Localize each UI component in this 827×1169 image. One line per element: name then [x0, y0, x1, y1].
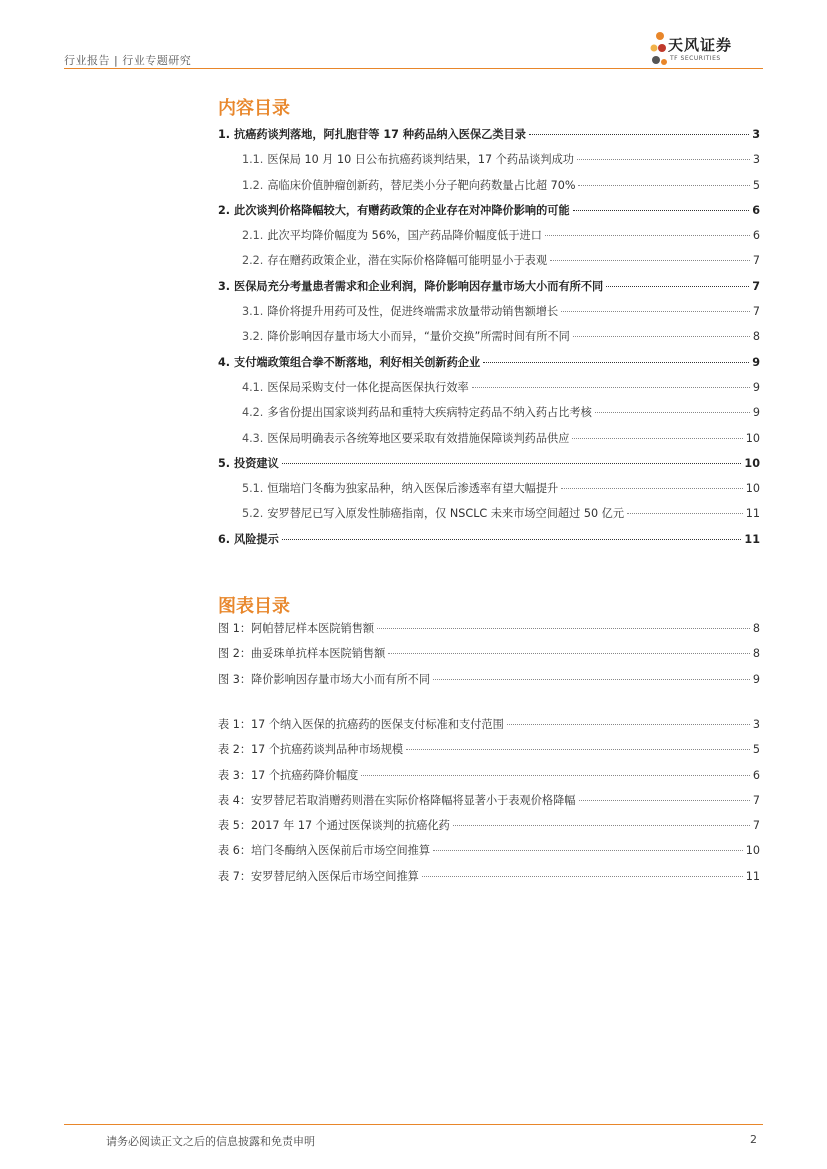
toc-entry-page: 3 [752, 153, 760, 167]
toc-entry-page: 10 [745, 431, 760, 445]
toc-entry-label: 图 1：阿帕替尼样本医院销售额 [218, 622, 375, 635]
toc-entry-number: 5.1. [242, 482, 264, 496]
toc-entry-page: 11 [745, 507, 760, 521]
toc-entry-label: 表 6：培门冬酶纳入医保前后市场空间推算 [218, 844, 431, 858]
dot-leader [573, 336, 750, 337]
dot-leader [388, 653, 750, 654]
toc-entry-label: 表 5：2017 年 17 个通过医保谈判的抗癌化药 [218, 819, 450, 833]
dot-leader [433, 679, 750, 680]
dot-leader [483, 362, 749, 363]
toc-entry-text [242, 252, 547, 268]
toc-entry-text [242, 480, 558, 496]
toc-entry-label: 抗癌药谈判落地，阿扎胞苷等 17 种药品纳入医保乙类目录 [234, 128, 526, 141]
toc-entry-number: 1.1. [242, 153, 264, 167]
toc-entry-text [218, 354, 480, 370]
toc-entry-number: 6. [218, 532, 231, 546]
toc-entry-text [242, 151, 574, 167]
toc-entry[interactable] [218, 716, 760, 741]
toc-entry-page: 6 [752, 229, 760, 243]
logo-name: 天风证券 [668, 36, 733, 54]
toc-entry-page: 8 [752, 330, 760, 344]
toc-entry-number: 4.3. [242, 431, 264, 445]
toc-entry[interactable] [218, 741, 760, 766]
toc-entry-text [242, 404, 592, 420]
toc-entry[interactable] [218, 404, 760, 429]
toc-entry-text [218, 278, 603, 294]
toc-entry[interactable] [218, 505, 760, 530]
footer-disclaimer: 请务必阅读正文之后的信息披露和免责申明 [106, 1135, 315, 1148]
toc-entry-page: 5 [752, 178, 760, 192]
toc-entry-text [242, 379, 469, 395]
toc-entry[interactable] [218, 227, 760, 252]
toc-entry-text [218, 645, 385, 661]
toc-entry[interactable] [218, 868, 760, 893]
page-number: 2 [750, 1133, 757, 1146]
toc-entry[interactable] [218, 202, 760, 227]
dot-leader [282, 463, 742, 464]
toc-entry-label: 图 2：曲妥珠单抗样本医院销售额 [218, 647, 386, 661]
toc-entry[interactable] [218, 671, 760, 696]
toc-entry-label: 此次谈判价格降幅较大，有赠药政策的企业存在对冲降价影响的可能 [234, 203, 570, 217]
toc-entry-label: 降价影响因存量市场大小而异，“量价交换”所需时间有所不同 [267, 330, 570, 344]
toc-entry[interactable] [218, 480, 760, 505]
dot-leader [577, 159, 750, 160]
toc-entry-text [218, 202, 570, 218]
dot-leader [433, 850, 743, 851]
toc-entry-label: 医保局 10 月 10 日公布抗癌药谈判结果，17 个药品谈判成功 [267, 153, 574, 167]
toc-entry[interactable] [218, 379, 760, 404]
toc-entry-page: 6 [752, 203, 760, 217]
dot-leader [579, 800, 750, 801]
toc-entry-page: 9 [752, 380, 760, 394]
toc-entry-label: 多省份提出国家谈判药品和重特大疾病特定药品不纳入药占比考核 [267, 406, 592, 420]
toc-entry-number: 5. [218, 456, 231, 470]
toc-entry[interactable] [218, 151, 760, 176]
toc-entry-page: 6 [752, 768, 760, 782]
dot-leader [406, 749, 750, 750]
toc-entry-page: 11 [745, 869, 760, 883]
toc-entry-label: 存在赠药政策企业，潜在实际价格降幅可能明显小于表观 [267, 254, 548, 268]
toc-entry-number: 4.1. [242, 380, 264, 394]
toc-entry-page: 10 [745, 844, 760, 858]
toc-entry-page: 7 [752, 819, 760, 833]
table-of-contents [218, 126, 760, 556]
dot-leader [550, 260, 750, 261]
toc-entry-number: 2. [218, 203, 231, 217]
toc-entry-label: 医保局采购支付一体化提高医保执行效率 [267, 380, 469, 394]
toc-entry-text [218, 671, 430, 687]
toc-entry-number: 3. [218, 279, 231, 293]
dot-leader [561, 488, 743, 489]
toc-entry-text [242, 177, 575, 193]
dot-leader [627, 513, 743, 514]
dot-leader [422, 876, 743, 877]
logo-dot [656, 32, 664, 40]
toc-entry[interactable] [218, 455, 760, 480]
toc-entry-page: 5 [752, 743, 760, 757]
toc-entry[interactable] [218, 792, 760, 817]
toc-entry-text [218, 531, 279, 547]
toc-entry-text [218, 767, 358, 783]
toc-entry-page: 10 [745, 482, 760, 496]
toc-entry-label: 图 3：降价影响因存量市场大小而有所不同 [218, 672, 431, 686]
toc-entry-label: 降价将提升用药可及性，促进终端需求放量带动销售额增长 [267, 305, 559, 319]
logo-dot [661, 59, 667, 65]
toc-entry-label: 表 2：17 个抗癌药谈判品种市场规模 [218, 743, 404, 757]
toc-entry-text [218, 620, 374, 636]
toc-entry-page: 9 [752, 355, 760, 369]
toc-entry[interactable] [218, 252, 760, 277]
toc-entry-text [218, 817, 450, 833]
footer-rule [64, 1124, 763, 1125]
toc-entry-label: 高临床价值肿瘤创新药，替尼类小分子靶向药数量占比超 70% [267, 178, 576, 192]
toc-entry[interactable] [218, 817, 760, 842]
list-of-tables [218, 716, 760, 893]
dot-leader [572, 438, 742, 439]
dot-leader [377, 628, 750, 629]
toc-entry-label: 医保局明确表示各统筹地区要采取有效措施保障谈判药品供应 [267, 431, 570, 445]
toc-entry-page: 11 [744, 532, 760, 546]
toc-entry-page: 7 [752, 279, 760, 293]
logo-dot [652, 56, 660, 64]
toc-entry-text [218, 126, 526, 142]
toc-entry-text [218, 868, 419, 884]
toc-entry-text [218, 741, 403, 757]
toc-entry[interactable] [218, 303, 760, 328]
dot-leader [606, 286, 749, 287]
toc-entry-page: 10 [744, 456, 760, 470]
toc-entry-page: 7 [752, 305, 760, 319]
header-breadcrumb: 行业报告 | 行业专题研究 [64, 54, 192, 67]
toc-entry[interactable] [218, 177, 760, 202]
dot-leader [573, 210, 750, 211]
logo-dot [651, 45, 658, 52]
contents-title: 内容目录 [218, 98, 290, 119]
toc-entry-text [242, 303, 558, 319]
toc-entry-label: 此次平均降价幅度为 56%，国产药品降价幅度低于进口 [267, 229, 542, 243]
dot-leader [595, 412, 750, 413]
logo-dot [658, 44, 666, 52]
toc-entry[interactable] [218, 328, 760, 353]
toc-entry-page: 3 [752, 128, 760, 141]
toc-entry-page: 3 [752, 718, 760, 731]
toc-entry-text [242, 227, 542, 243]
toc-entry-label: 表 7：安罗替尼纳入医保后市场空间推算 [218, 869, 419, 883]
dot-leader [507, 724, 750, 725]
toc-entry-number: 4. [218, 355, 231, 369]
toc-entry[interactable] [218, 842, 760, 867]
toc-entry-number: 1. [218, 128, 231, 141]
toc-entry-number: 2.2. [242, 254, 264, 268]
list-of-figures [218, 620, 760, 696]
toc-entry[interactable] [218, 645, 760, 670]
toc-entry-page: 8 [752, 647, 760, 661]
toc-entry-label: 表 3：17 个抗癌药降价幅度 [218, 768, 359, 782]
toc-entry-page: 7 [752, 793, 760, 807]
toc-entry-page: 9 [752, 672, 760, 686]
toc-entry-number: 2.1. [242, 229, 264, 243]
toc-entry-number: 4.2. [242, 406, 264, 420]
toc-entry-number: 1.2. [242, 178, 264, 192]
toc-entry[interactable] [218, 767, 760, 792]
toc-entry-page: 8 [752, 622, 760, 635]
dot-leader [453, 825, 750, 826]
toc-entry-label: 风险提示 [234, 532, 279, 546]
toc-entry-text [218, 455, 279, 471]
dot-leader [561, 311, 750, 312]
toc-entry-label: 表 4：安罗替尼若取消赠药则潜在实际价格降幅将显著小于表观价格降幅 [218, 793, 576, 807]
dot-leader [282, 539, 742, 540]
dot-leader [578, 185, 749, 186]
toc-entry-label: 安罗替尼已写入原发性肺癌指南，仅 NSCLC 未来市场空间超过 50 亿元 [267, 507, 625, 521]
dot-leader [361, 775, 750, 776]
dot-leader [472, 387, 750, 388]
toc-entry-label: 投资建议 [234, 456, 279, 470]
dot-leader [545, 235, 750, 236]
toc-entry-number: 3.1. [242, 305, 264, 319]
toc-entry-page: 7 [752, 254, 760, 268]
toc-entry-text [242, 328, 570, 344]
toc-entry[interactable] [218, 126, 760, 151]
figures-title: 图表目录 [218, 596, 290, 617]
toc-entry-text [218, 842, 430, 858]
logo-subtitle: TF SECURITIES [670, 55, 721, 62]
toc-entry[interactable] [218, 430, 760, 455]
toc-entry-label: 支付端政策组合拳不断落地，利好相关创新药企业 [234, 355, 481, 369]
toc-entry[interactable] [218, 278, 760, 303]
toc-entry-text [218, 792, 576, 808]
dot-leader [529, 134, 749, 135]
toc-entry-text [218, 716, 504, 732]
toc-entry-number: 3.2. [242, 330, 264, 344]
toc-entry-label: 恒瑞培门冬酶为独家品种，纳入医保后渗透率有望大幅提升 [267, 482, 559, 496]
toc-entry-number: 5.2. [242, 507, 264, 521]
toc-entry-label: 医保局充分考量患者需求和企业利润，降价影响因存量市场大小而有所不同 [234, 279, 604, 293]
toc-entry[interactable] [218, 531, 760, 556]
toc-entry-label: 表 1：17 个纳入医保的抗癌药的医保支付标准和支付范围 [218, 718, 504, 731]
toc-entry[interactable] [218, 620, 760, 645]
toc-entry-page: 9 [752, 406, 760, 420]
toc-entry[interactable] [218, 354, 760, 379]
toc-entry-text [242, 505, 624, 521]
toc-entry-text [242, 430, 569, 446]
